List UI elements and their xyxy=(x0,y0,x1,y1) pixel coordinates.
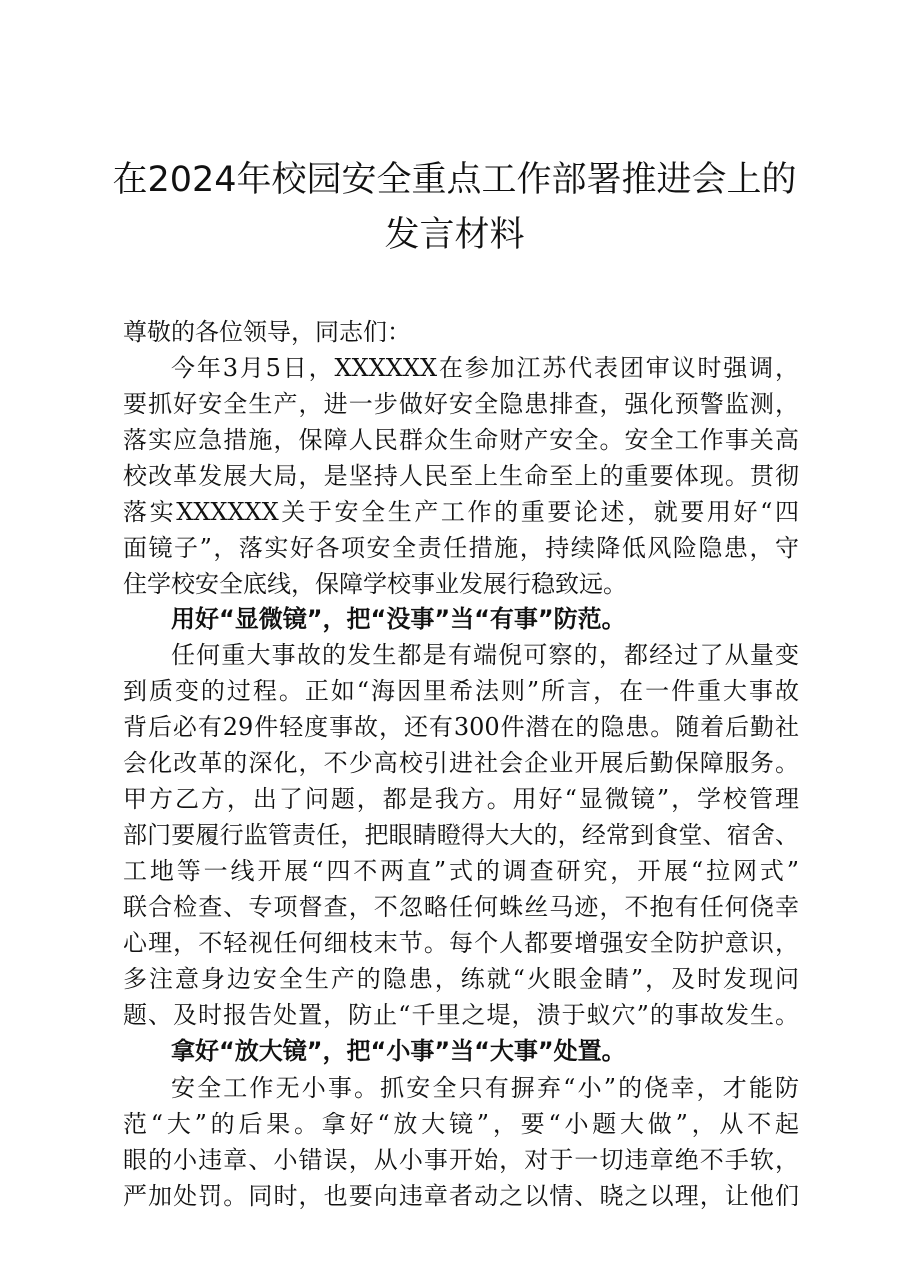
paragraph-1-line: 校改革发展大局，是坚持人民至上生命至上的重要体现。贯彻 xyxy=(123,462,799,490)
salutation: 尊敬的各位领导，同志们： xyxy=(123,318,411,346)
paragraph-3-line: 安全工作无小事。抓安全只有摒弃“小”的侥幸，才能防 xyxy=(171,1074,799,1102)
paragraph-3-line: 严加处罚。同时，也要向违章者动之以情、晓之以理，让他们 xyxy=(123,1182,799,1210)
paragraph-1-line: 面镜子”，落实好各项安全责任措施，持续降低风险隐患，守 xyxy=(123,534,799,562)
paragraph-1-line: 要抓好安全生产，进一步做好安全隐患排查，强化预警监测， xyxy=(123,390,799,418)
paragraph-2-line: 到质变的过程。正如“海因里希法则”所言，在一件重大事故 xyxy=(123,677,799,705)
paragraph-2-line: 会化改革的深化，不少高校引进社会企业开展后勤保障服务。 xyxy=(123,749,799,777)
paragraph-1-line: 落实XXXXXX关于安全生产工作的重要论述，就要用好“四 xyxy=(123,498,799,526)
paragraph-3-line: 范“大”的后果。拿好“放大镜”，要“小题大做”，从不起 xyxy=(123,1110,799,1138)
paragraph-1-line: 今年3月5日，XXXXXX在参加江苏代表团审议时强调， xyxy=(171,354,799,382)
paragraph-1-line: 落实应急措施，保障人民群众生命财产安全。安全工作事关高 xyxy=(123,426,799,454)
paragraph-2-line: 多注意身边安全生产的隐患，练就“火眼金睛”，及时发现问 xyxy=(123,965,799,993)
paragraph-2-line: 联合检查、专项督查，不忽略任何蛛丝马迹，不抱有任何侥幸 xyxy=(123,893,799,921)
paragraph-2-line: 心理，不轻视任何细枝末节。每个人都要增强安全防护意识， xyxy=(123,929,799,957)
document-title-line-1: 在2024年校园安全重点工作部署推进会上的 xyxy=(112,160,797,200)
paragraph-2-line: 任何重大事故的发生都是有端倪可察的，都经过了从量变 xyxy=(171,641,799,669)
section-heading-2: 拿好“放大镜”，把“小事”当“大事”处置。 xyxy=(171,1037,626,1065)
paragraph-2-line: 甲方乙方，出了问题，都是我方。用好“显微镜”，学校管理 xyxy=(123,785,799,813)
document-title-line-2: 发言材料 xyxy=(384,215,525,255)
section-heading-1: 用好“显微镜”，把“没事”当“有事”防范。 xyxy=(171,605,626,633)
paragraph-2-line: 题、及时报告处置，防止“千里之堤，溃于蚁穴”的事故发生。 xyxy=(123,1001,799,1029)
paragraph-2-line: 工地等一线开展“四不两直”式的调查研究，开展“拉网式” xyxy=(123,857,799,885)
paragraph-2-line: 背后必有29件轻度事故，还有300件潜在的隐患。随着后勤社 xyxy=(123,713,799,741)
paragraph-2-line: 部门要履行监管责任，把眼睛瞪得大大的，经常到食堂、宿舍、 xyxy=(123,821,799,849)
paragraph-1-line: 住学校安全底线，保障学校事业发展行稳致远。 xyxy=(123,570,627,598)
paragraph-3-line: 眼的小违章、小错误，从小事开始，对于一切违章绝不手软， xyxy=(123,1146,799,1174)
